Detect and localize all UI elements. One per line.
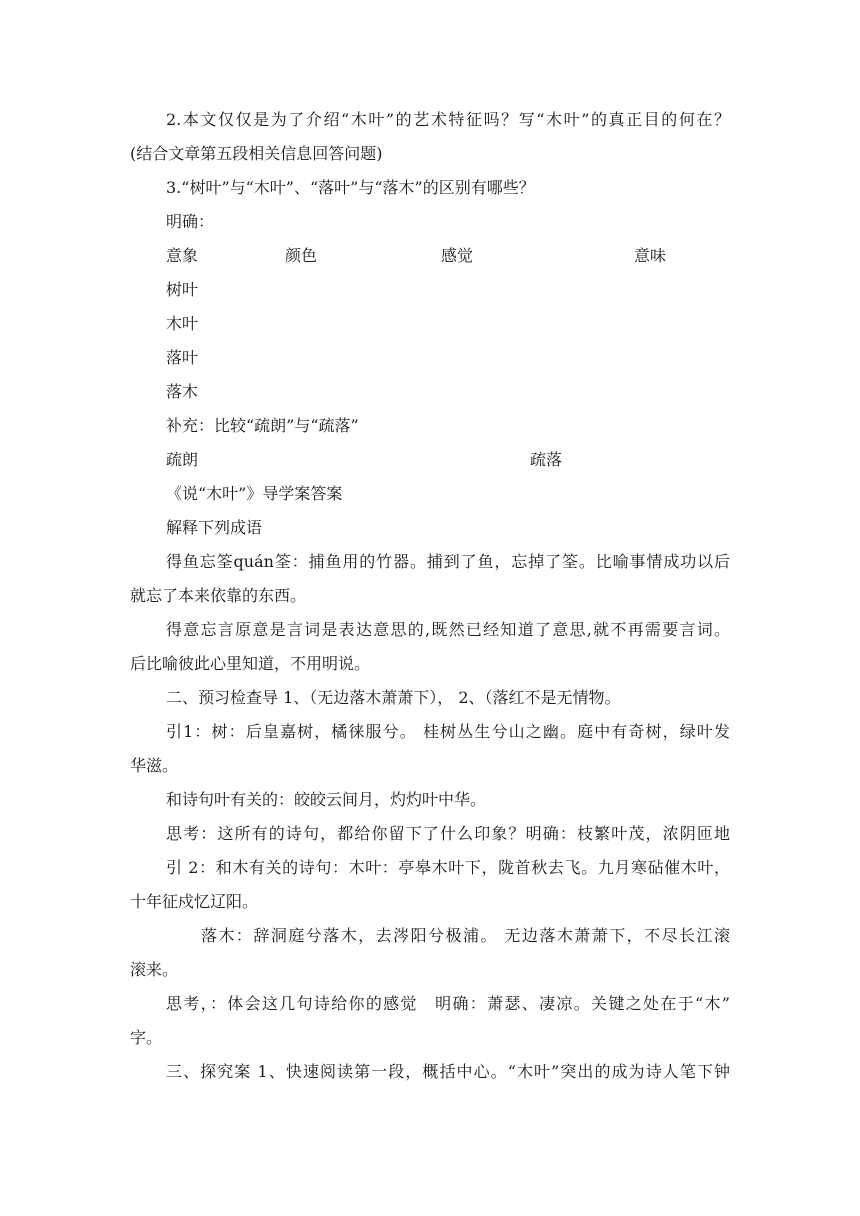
think-2-line-2: 字。 bbox=[130, 1028, 163, 1047]
think-1: 思考：这所有的诗句，都给你留下了什么印象？明确：枝繁叶茂，浓阴匝地 bbox=[166, 824, 730, 843]
answer-title: 《说“木叶”》导学案答案 bbox=[166, 484, 343, 503]
luomu-line-1: 落木：辞洞庭兮落木，去涔阳兮极浦。 无边落木萧萧下，不尽长江滚 bbox=[201, 926, 730, 945]
leaf-poem: 和诗句叶有关的：皎皎云间月，灼灼叶中华。 bbox=[166, 790, 487, 809]
compare-right: 疏落 bbox=[530, 450, 563, 469]
table-header-color: 颜色 bbox=[285, 246, 318, 265]
clarify-label: 明确： bbox=[166, 212, 215, 231]
table-row-label: 落叶 bbox=[166, 348, 199, 367]
yin-1-line-2: 华滋。 bbox=[130, 756, 179, 775]
table-header-image: 意象 bbox=[166, 246, 199, 265]
think-2-line-1: 思考，：体会这几句诗给你的感觉 明确：萧瑟、凄凉。关键之处在于“木” bbox=[166, 994, 730, 1013]
supplement: 补充：比较“疏朗”与“疏落” bbox=[166, 416, 359, 435]
table-header-meaning: 意味 bbox=[634, 246, 667, 265]
yin-2-line-2: 十年征戍忆辽阳。 bbox=[130, 892, 259, 911]
idiom-1-line-1: 得鱼忘筌quán筌：捕鱼用的竹器。捕到了鱼，忘掉了筌。比喻事情成功以后 bbox=[166, 552, 730, 571]
table-row-label: 木叶 bbox=[166, 314, 199, 333]
question-3: 3.“树叶”与“木叶”、“落叶”与“落木”的区别有哪些？ bbox=[166, 178, 535, 197]
table-row-label: 树叶 bbox=[166, 280, 199, 299]
compare-left: 疏朗 bbox=[166, 450, 199, 469]
yin-2-line-1: 引 2：和木有关的诗句：木叶：亭皋木叶下，陇首秋去飞。九月寒砧催木叶， bbox=[166, 858, 730, 877]
idioms-heading: 解释下列成语 bbox=[166, 518, 263, 537]
yin-1-line-1: 引1：树：后皇嘉树，橘徕服兮。 桂树丛生兮山之幽。庭中有奇树，绿叶发 bbox=[166, 722, 730, 741]
idiom-2-line-2: 后比喻彼此心里知道，不用明说。 bbox=[130, 654, 371, 673]
preview-check: 二、预习检查导 1、（无边落木萧萧下）， 2、（落红不是无情物。 bbox=[166, 688, 621, 707]
explore-section: 三、探究案 1、快速阅读第一段，概括中心。“木叶”突出的成为诗人笔下钟 bbox=[166, 1062, 730, 1081]
question-2-line-2: (结合文章第五段相关信息回答问题) bbox=[130, 144, 383, 163]
idiom-2-line-1: 得意忘言原意是言词是表达意思的,既然已经知道了意思,就不再需要言词。 bbox=[166, 620, 730, 639]
luomu-line-2: 滚来。 bbox=[130, 960, 179, 979]
question-2-line-1: 2.本文仅仅是为了介绍“木叶”的艺术特征吗？写“木叶”的真正目的何在？ bbox=[166, 110, 730, 129]
table-header-feeling: 感觉 bbox=[441, 246, 474, 265]
table-row-label: 落木 bbox=[166, 382, 199, 401]
idiom-1-line-2: 就忘了本来依靠的东西。 bbox=[130, 586, 307, 605]
